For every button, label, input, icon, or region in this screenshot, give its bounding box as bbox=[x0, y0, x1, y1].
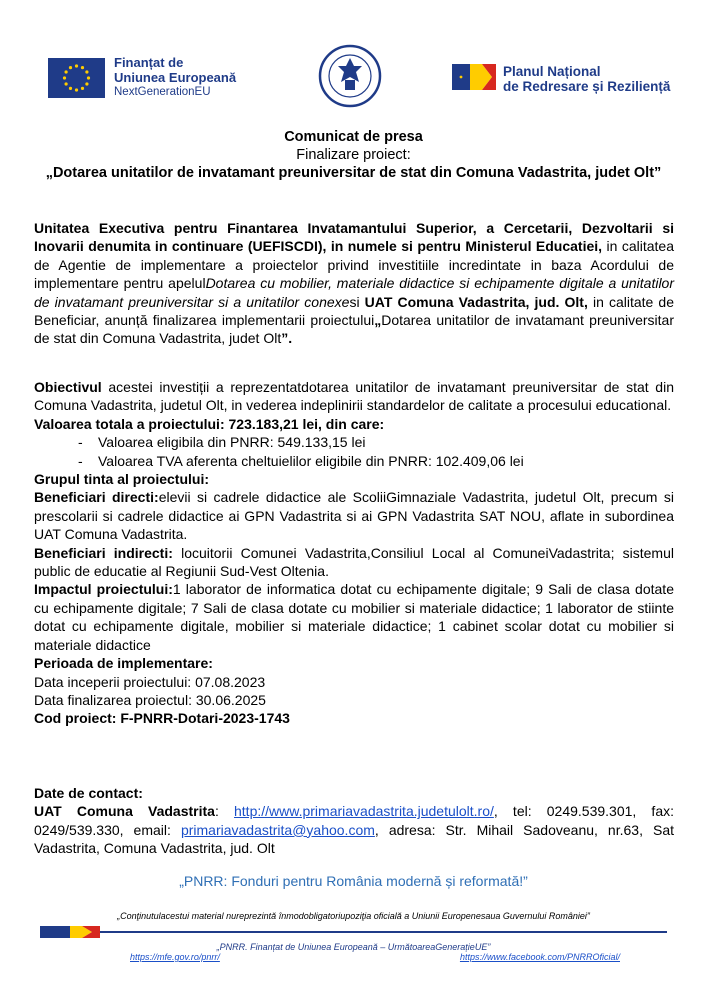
objective-paragraph bbox=[34, 378, 674, 415]
list-item: - Valoarea eligibila din PNRR: 549.133,15 lei bbox=[78, 433, 674, 451]
title-heading: Comunicat de presa bbox=[284, 129, 423, 145]
total-value: Valoarea totala a proiectului: 723.183,21 lei, din care: bbox=[34, 415, 385, 432]
intro-project-name: Dotarea unitatilor de invatamant preuniversitar de stat din Comuna Vadastrita, judet Olt bbox=[34, 312, 674, 347]
project-impact bbox=[34, 580, 674, 654]
intro-agency: Unitatea Executiva pentru Finantarea Invatamantului Superior, a Cercetarii, Dezvoltarii si Inovarii denumita in continuare (UEFISCDI), in numele si pentru Ministerul Educatiei, bbox=[34, 220, 674, 255]
intro-paragraph bbox=[34, 219, 674, 348]
direct-text: elevii si cadrele didactice ale ScoliiGimnaziale Vadastrita, judetul Olt, precum si prescolarii si cadrele didactice ai GPN Vadastrita si ai GPN Vadastrita SAT NOU, aflate in subordinea UAT Comuna Vadastrita. bbox=[34, 489, 674, 543]
contact-section bbox=[34, 784, 674, 858]
contact-sep: : bbox=[214, 803, 234, 820]
intro-text-3: in calitate de Beneficiar, anunță finalizarea implementarii proiectului bbox=[34, 293, 674, 329]
footer-line: „PNRR. Finanțat de Uniunea Europeană – UrmătoareaGenerațieUE” bbox=[216, 942, 491, 952]
eu-flag-icon bbox=[48, 58, 105, 98]
contact-text-1: , tel: 0249.539.301, fax: 0249/539.330, email: bbox=[34, 803, 674, 838]
eu-line1: Finanțat de bbox=[114, 55, 184, 70]
pnrr-line2: de Redresare și Reziliență bbox=[503, 79, 671, 94]
mfe-link[interactable]: https://mfe.gov.ro/pnrr/ bbox=[130, 952, 220, 962]
email-link[interactable]: primariavadastrita@yahoo.com bbox=[180, 821, 375, 838]
objective-label: Obiectivul bbox=[34, 379, 102, 395]
impact-label: Impactul proiectului: bbox=[34, 581, 173, 598]
impact-text: 1 laborator de informatica dotat cu echipamente digitale; 9 Sali de clasa dotate cu echipamente digitale; 7 Sali de clasa dotate cu mobilier si materiale didactice; 1 laborator de stiinte dotat cu echipamente digitale, mobilier si materiale didactice; 1 cabinet scolar dotat cu mobilier si materiale didactice bbox=[34, 581, 674, 653]
pnrr-title bbox=[503, 64, 670, 94]
list-item: - Valoarea TVA aferenta cheltuielilor eligibile din PNRR: 102.409,06 lei bbox=[78, 452, 674, 470]
intro-quote-close: ”. bbox=[281, 330, 293, 347]
eu-line3: NextGenerationEU bbox=[114, 86, 211, 98]
intro-call-name: Dotarea cu mobilier, materiale didactice si echipamente digitale a unitatilor de invatamant preuniversitar si a unitatilor conexe bbox=[34, 275, 674, 310]
target-heading: Grupul tinta al proiectului: bbox=[34, 471, 209, 488]
direct-label: Beneficiari directi: bbox=[34, 489, 159, 506]
pnrr-slogan: „PNRR: Fonduri pentru România modernă și reformată!” bbox=[179, 873, 528, 889]
intro-beneficiary: UAT Comuna Vadastrita, jud. Olt, bbox=[364, 293, 588, 310]
footer-flag-bar-icon bbox=[40, 926, 667, 938]
eu-funding-text bbox=[114, 55, 236, 100]
intro-text-2: si bbox=[349, 293, 365, 310]
website-link[interactable]: http://www.primariavadastrita.judetulolt.ro/ bbox=[234, 803, 494, 820]
pnrr-logo-icon bbox=[452, 62, 496, 92]
value-list bbox=[34, 433, 674, 470]
period-heading: Perioada de implementare: bbox=[34, 655, 213, 672]
indirect-text: locuitorii Comunei Vadastrita,Consiliul Local al ComuneiVadastrita; sistemul public de educatie al Regiunii Sud-Vest Oltenia. bbox=[34, 544, 674, 580]
footer-disclaimer: „Conţinutulacestui material nureprezintă înmodobligatoriupoziţia oficială a Uniunii Europenesaua Guvernului României” bbox=[117, 911, 590, 921]
eu-line2: Uniunea Europeană bbox=[114, 70, 237, 85]
direct-beneficiaries bbox=[34, 488, 674, 543]
indirect-label: Beneficiari indirecti: bbox=[34, 544, 173, 561]
objective-text: acestei investiții a reprezentatdotarea unitatilor de invatamant preuniversitar de stat din Comuna Vadastrita, judetul Olt, in vederea indeplinirii standardelor de calitate a procesului educational. bbox=[34, 379, 674, 414]
details-section bbox=[34, 378, 674, 728]
contact-heading: Date de contact: bbox=[34, 785, 143, 801]
intro-text-1: in calitatea de Agentie de implementare a proiectelor privind investitiile incredintate in baza Acordului de implementare pentru apelul bbox=[34, 238, 674, 292]
project-code: Cod proiect: F-PNRR-Dotari-2023-1743 bbox=[34, 710, 290, 727]
end-date: Data finalizarea proiectul: 30.06.2025 bbox=[34, 691, 266, 708]
government-seal-icon bbox=[318, 44, 382, 108]
facebook-link[interactable]: https://www.facebook.com/PNRROficial/ bbox=[459, 952, 620, 962]
title-subheading: Finalizare proiect: bbox=[296, 147, 411, 163]
contact-org: UAT Comuna Vadastrita bbox=[34, 803, 215, 820]
start-date: Data inceperii proiectului: 07.08.2023 bbox=[34, 673, 266, 690]
intro-quote-open: „ bbox=[374, 312, 382, 329]
pnrr-line1: Planul Național bbox=[503, 64, 601, 79]
contact-details bbox=[34, 802, 674, 857]
press-release-title bbox=[0, 128, 707, 182]
indirect-beneficiaries bbox=[34, 544, 674, 581]
contact-text-2: , adresa: Str. Mihail Sadoveanu, nr.63, Sat Vadastrita, Comuna Vadastrita, jud. Olt bbox=[34, 821, 674, 857]
project-name: „Dotarea unitatilor de invatamant preuniversitar de stat din Comuna Vadastrita, judet Olt” bbox=[45, 165, 662, 181]
header-logos bbox=[0, 38, 707, 128]
